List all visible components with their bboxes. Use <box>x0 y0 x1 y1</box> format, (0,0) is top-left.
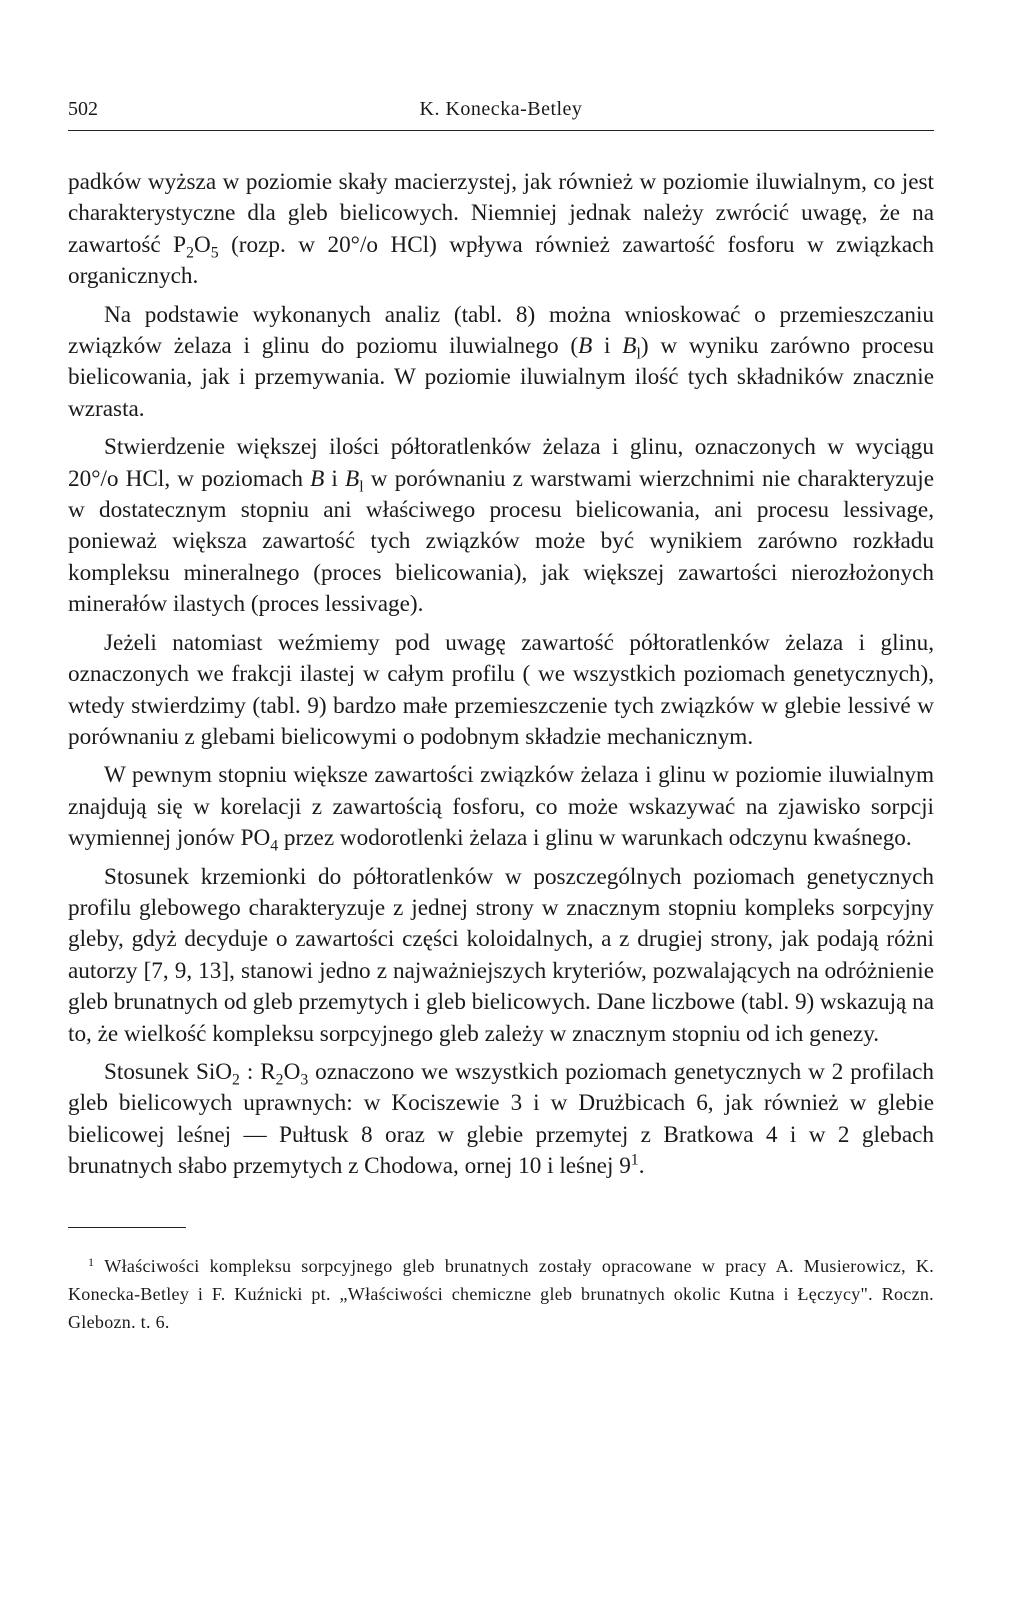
running-header-author: K. Konecka-Betley <box>419 98 583 120</box>
footnote-rule <box>68 1227 186 1228</box>
text-run: oznaczono we wszystkich poziomach genetycznych w 2 profilach gleb bielicowych uprawnych: w Kociszewie 3 i w Drużbicach 6, jak również w glebie bielicowej leśnej — Pułtusk 8 oraz w glebie przemytej z Bratkowa 4 i w 2 glebach brunatnych słabo przemytych z Chodowa, ornej 10 i leśnej 9 <box>68 1058 934 1180</box>
text-run: Stosunek krzemionki do półtoratlenków w poszczególnych poziomach genetycznych profilu glebowego charakteryzuje z jednej strony w znacznym stopniu kompleks sorpcyjny gleby, gdyż decyduje o zawartości części koloidalnych, a z drugiej strony, jak podają różni autorzy [7, 9, 13], stanowi jedno z najważniejszych kryteriów, pozwalających na odróżnienie gleb brunatnych od gleb przemytych i gleb bielicowych. Dane liczbowe (tabl. 9) wskazują na to, że wielkość kompleksu sorpcyjnego gleb zależy w znacznym stopniu od ich genezy. <box>68 863 935 1047</box>
text-run: Stwierdzenie większej ilości półtoratlenków żelaza i glinu, oznaczonych w wyciągu 20°/o HCl, w poziomach <box>68 434 934 492</box>
running-header <box>68 98 934 131</box>
paragraph <box>68 1057 934 1183</box>
subscript: 3 <box>300 1071 309 1089</box>
subscript: 4 <box>270 837 279 855</box>
footnote-mark: 1 <box>88 1254 95 1269</box>
text-run: Jeżeli natomiast weźmiemy pod uwagę zawartość półtoratlenków żelaza i glinu, oznaczonych we frakcji ilastej w całym profilu ( we wszystkich poziomach genetycznych), wtedy stwierdzimy (tabl. 9) bardzo małe przemieszczenie tych związków w glebie lessivé w porównaniu z glebami bielicowymi o podobnym składzie mechanicznym. <box>68 629 934 750</box>
paragraph <box>68 628 934 754</box>
superscript: 1 <box>630 1151 639 1169</box>
text-run: i <box>324 465 346 492</box>
paragraph <box>68 432 934 620</box>
italic-symbol: B <box>622 333 637 360</box>
paragraph <box>68 300 934 426</box>
paragraph <box>68 862 934 1050</box>
body-text <box>68 167 934 1183</box>
text-run: przez wodorotlenki żelaza i glinu w warunkach odczynu kwaśnego. <box>278 825 912 852</box>
text-run: Na podstawie wykonanych analiz (tabl. 8) można wnioskować o przemieszczaniu związków żelaza i glinu do poziomu iluwialnego ( <box>68 301 934 360</box>
subscript: 2 <box>232 1071 240 1089</box>
subscript: l <box>636 345 641 363</box>
text-run: Stosunek SiO <box>104 1058 233 1085</box>
paragraph <box>68 760 934 854</box>
text-run: i <box>592 333 623 360</box>
subscript: 2 <box>186 244 194 262</box>
text-run: O <box>283 1058 301 1085</box>
paragraph <box>68 167 934 293</box>
footnote-text: Właściwości kompleksu sorpcyjnego gleb brunatnych zostały opracowane w pracy A. Musierowicz, K. Konecka-Betley i F. Kuźnicki pt. „Właściwości chemiczne gleb brunatnych okolic Kutna i Łęczycy". Roczn. Glebozn. t. 6. <box>68 1255 934 1332</box>
footnote <box>68 1248 934 1336</box>
subscript: 2 <box>275 1071 284 1089</box>
text-run: w porównaniu z warstwami wierzchnimi nie charakteryzuje w dostatecznym stopniu ani właściwego procesu bielicowania, ani procesu lessivage, ponieważ większa zawartość tych związków może być wynikiem zarówno rozkładu kompleksu mineralnego (proces bielicowania), jak większej zawartości nierozłożonych minerałów ilastych (proces lessivage). <box>68 465 934 618</box>
page-number: 502 <box>68 98 98 120</box>
text-run: ) w wyniku zarówno procesu bielicowania, jak i przemywania. W poziomie iluwialnym ilość tych składników znacznie wzrasta. <box>68 333 934 422</box>
italic-symbol: B <box>345 465 360 492</box>
text-run: (rozp. w 20°/o HCl) wpływa również zawartość fosforu w związkach organicznych. <box>68 231 934 290</box>
text-run: . <box>638 1153 645 1180</box>
subscript: 5 <box>210 244 219 262</box>
subscript: l <box>359 478 364 496</box>
text-run: padków wyższa w poziomie skały macierzystej, jak również w poziomie iluwialnym, co jest charakterystyczne dla gleb bielicowych. Niemniej jednak należy zwrócić uwagę, że na zawartość P <box>68 169 934 258</box>
italic-symbol: B <box>310 465 325 492</box>
page <box>68 98 934 1336</box>
text-run: W pewnym stopniu większe zawartości związków żelaza i glinu w poziomie iluwialnym znajdują się w korelacji z zawartością fosforu, co może wskazywać na zjawisko sorpcji wymiennej jonów PO <box>68 762 934 852</box>
text-run: O <box>193 231 211 258</box>
italic-symbol: B <box>578 333 593 360</box>
text-run: : R <box>239 1058 276 1085</box>
